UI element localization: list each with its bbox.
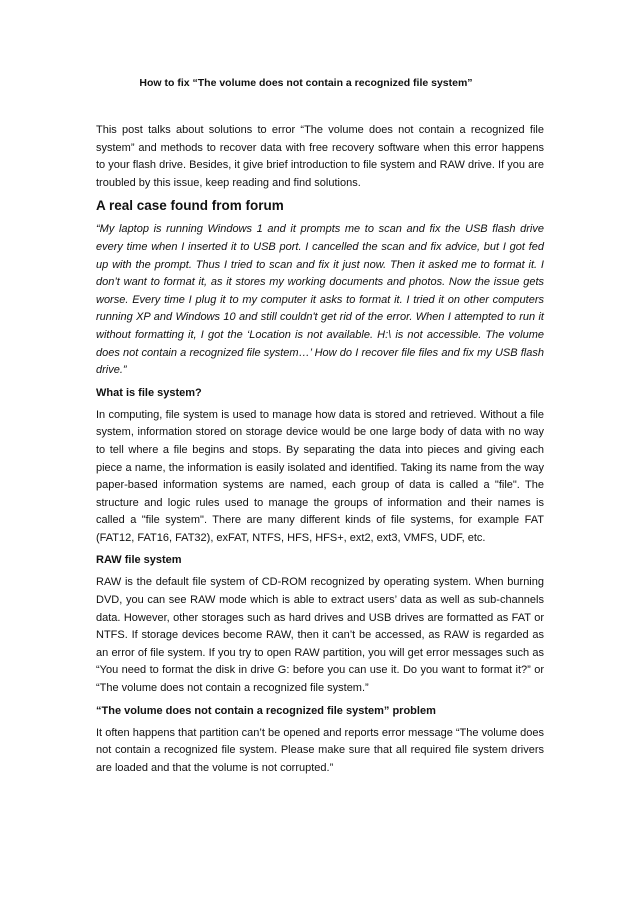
document-title: How to fix “The volume does not contain a recognized file system”	[139, 77, 473, 89]
forum-quote-paragraph: “My laptop is running Windows 1 and it prompts me to scan and fix the USB flash drive every time when I inserted it to USB port. I cancelled the scan and fix advice, but I got fed up with the prompt. Thus I tried to scan and fix it just now. Then it asked me to format it. I don’t want to format it, as it stores my working documents and photos. Now the issue gets worse. Every time I plug it to my computer it asks to format it. I tried it on other computers running XP and Windows 10 and still couldn't get rid of the error. When I attempted to run it without formatting it, I got the ‘Location is not available. H:\ is not accessible. The volume does not contain a recognized file system…’ How do I recover file files and fix my USB flash drive.”	[96, 223, 544, 377]
section-heading-raw-file-system: RAW file system	[96, 554, 182, 567]
volume-problem-paragraph: It often happens that partition can’t be opened and reports error message “The volume does not contain a recognized file system. Please make sure that all required file system drivers are loaded and that the volume is not corrupted.”	[96, 726, 544, 774]
file-system-paragraph: In computing, file system is used to manage how data is stored and retrieved. Without a file system, information stored on storage device would be one large body of data with no way to tell where a file begins and stops. By separating the data into pieces and giving each piece a name, the information is easily isolated and identified. Taking its name from the way paper-based information systems are named, each group of data is called a "file". The structure and logic rules used to manage the groups of information and their names is called a "file system". There are many different kinds of file systems, for example FAT (FAT12, FAT16, FAT32), exFAT, NTFS, HFS, HFS+, ext2, ext3, VMFS, UDF, etc.	[96, 408, 544, 544]
intro-paragraph: This post talks about solutions to error “The volume does not contain a recognized file system” and methods to recover data with free recovery software when this error happens to your flash drive. Besides, it give brief introduction to file system and RAW drive. If you are troubled by this issue, keep reading and find solutions.	[96, 124, 544, 189]
section-heading-real-case: A real case found from forum	[96, 198, 284, 214]
section-heading-volume-problem: “The volume does not contain a recognized file system” problem	[96, 704, 436, 717]
section-heading-what-is-file-system: What is file system?	[96, 386, 202, 399]
document-page	[96, 76, 544, 782]
raw-file-system-paragraph: RAW is the default file system of CD-ROM recognized by operating system. When burning DVD, you can see RAW mode which is able to extract users’ data as well as sub-channels data. However, other storages such as hard drives and USB drives are formatted as FAT or NTFS. If storage devices become RAW, then it can’t be accessed, as RAW is regarded as an error of file system. If you try to open RAW partition, you will get error messages such as “You need to format the disk in drive G: before you can use it. Do you want to format it?” or “The volume does not contain a recognized file system.”	[96, 576, 544, 695]
